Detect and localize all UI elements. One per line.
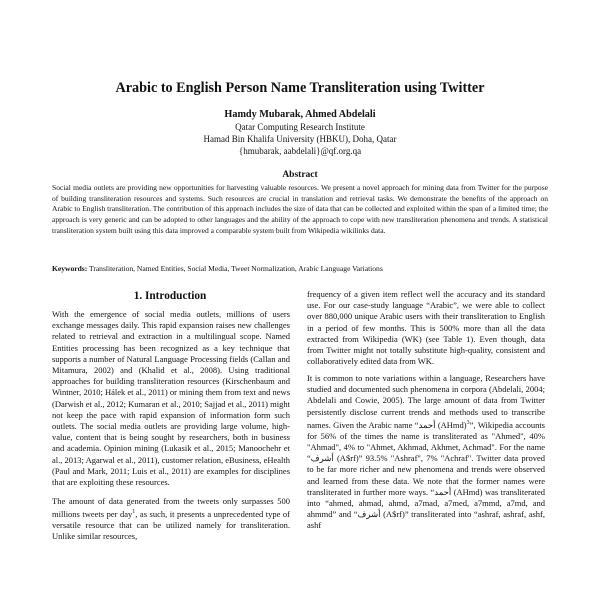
paper-title: Arabic to English Person Name Transliteration using Twitter [115,80,485,96]
left-paragraph-2-part-a: The amount of data generated from the tweets only surpasses 500 millions tweets per day [52,496,290,520]
right-paragraph-2-part-a: It is common to note variations within a language, Researchers have studied and documented such phenomena in corpora (Abdelali, 2004; Abdelali and Cowie, 2005). The large amount of data from Twitter persistently disclose current trends and methods used to transcribe names. Given the Arabic name “أحمد (AHmd) [307,373,545,430]
left-paragraph-2-part-b: , as such, it presents a unprecedented type of versatile resource that can be utilized namely for transliteration. Unlike similar resources, [52,509,290,542]
right-paragraph-2-part-b: ”, Wikipedia accounts for 56% of the times the name is transliterated as "Ahmed", 40% "Ahmad", 4% to "Ahmet, Akhmad, Akhmet, Achmad". For the name “أشرف (A$rf)” 93.5% "Ashraf", 7% "Achraf". Twitter data proved to be far more richer and new phenomena and trends were observed and learned from these data. We note that the former names were transliterated in further more ways. “أحمد (AHmd) was transliterated into “ahmed, ahmad, ahmd, a7mad, a7med, a7mmd, a7md, and ahmmd” and “أشرف (A$rf)” transliterated into “ashraf, ashraf, ashf, ashf [307,419,545,531]
abstract-heading: Abstract [282,170,318,180]
left-column-paragraph-2 [52,496,290,543]
author-emails: {hmubarak, aabdelali}@qf.org.qa [238,146,362,156]
affiliation-institute: Qatar Computing Research Institute [235,122,365,132]
right-column-paragraph-2 [307,373,545,532]
left-paragraph-2-text [52,496,290,543]
right-paragraph-2-text [307,373,545,532]
left-paragraph-1-text: With the emergence of social media outlets, millions of users exchange messages daily. This rapid expansion raises new challenges related to retrieval and extraction in a multilingual scope. Named Entities processing has been recognized as a key technique that supports a number of Natural Language Processing fields (Callan and Mitamura, 2002) and (Khalid et al., 2008). Using traditional approaches for building transliteration resources (Kirschenbaum and Wintner, 2010; Hálek et al., 2011) or mining them from text and news (Darwish et al., 2012; Kumaran et al., 2010; Sajjad et al., 2011) might not keep the pace with rapid expansion of information form such outlets. The social media outlets are providing large volume, high-value, content that is being sought by researchers, both in business and academia. Opinion mining (Lukasik et al., 2015; Manoochehr et al., 2013; Agarwal et al., 2011), customer relation, eBusiness, eHealth (Paul and Mark, 2011; Luis et al., 2011) are examples for disciplines that are exploiting these resources. [52,309,290,488]
author-names: Hamdy Mubarak, Ahmed Abdelali [224,109,376,120]
affiliation-university: Hamad Bin Khalifa University (HBKU), Doha, Qatar [203,134,397,144]
footnote-marker-1: 1 [132,509,136,516]
right-paragraph-1-text: frequency of a given item reflect well the accuracy and its standard use. For our case-study language “Arabic”, we were able to collect over 880,000 unique Arabic users with their transliteration to English in a period of few months. This is 500% more than all the data extracted from Wikipedia (WK) (see Table 1). Even though, data from Twitter might not totally substitute high-quality, consistent and collaboratively edited data from WK. [307,289,545,367]
section-heading-introduction: 1. Introduction [133,290,207,302]
right-column-paragraph-1 [307,289,545,367]
footnote-marker-3: 3 [466,419,470,426]
keywords-text: Transliteration, Named Entities, Social Media, Tweet Normalization, Arabic Language Variations [87,264,383,273]
keywords-label: Keywords: [52,264,88,273]
abstract-text: Social media outlets are providing new opportunities for harvesting valuable resources. We present a novel approach for mining data from Twitter for the purpose of building transliteration resources and systems. Such resources are crucial in translation and retrieval tasks. We demonstrate the benefits of the approach on Arabic to English transliteration. The contribution of this approach includes the size of data that can be collected and exploited within the span of a limited time; the approach is very generic and can be adopted to other languages and the ability of the approach to cope with new transliteration phenomena and trends. A statistical transliteration system built using this data improved a comparable system built from Wikipedia wikilinks data. [52,183,548,235]
left-column-paragraph-1 [52,309,290,488]
keywords-line [52,264,548,273]
